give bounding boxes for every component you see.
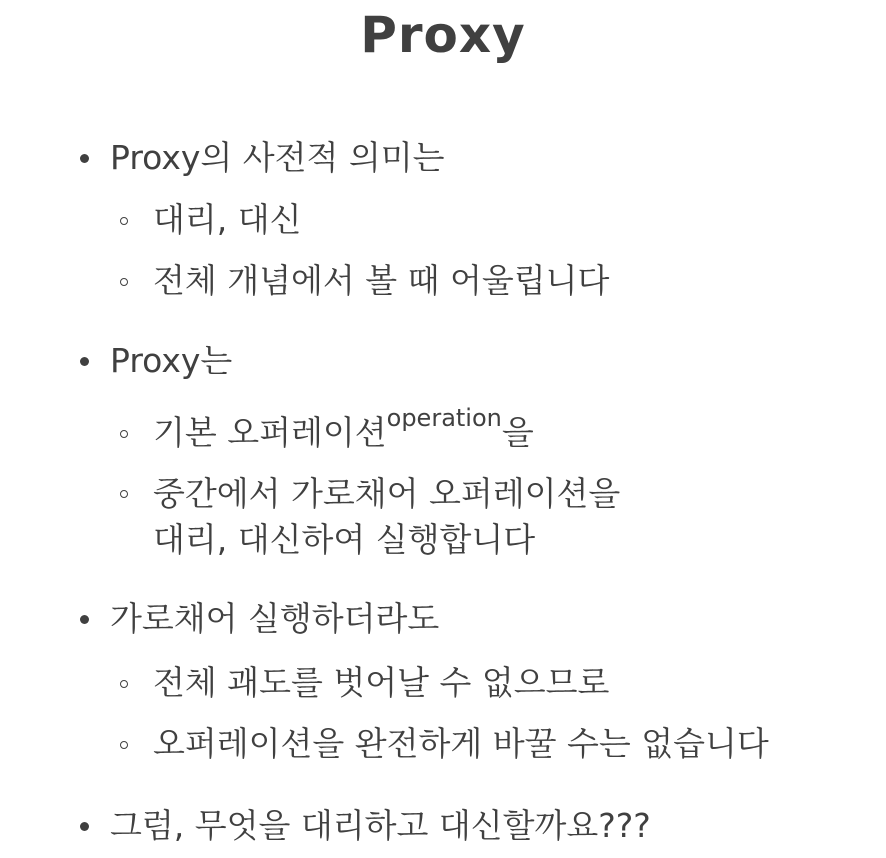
bullet-ring-icon [120,217,128,225]
bullet-dot-icon [80,822,89,831]
bullet-2-sub-1 [153,404,534,454]
bullet-ring-icon [120,278,128,286]
bullet-2-sub-2-line-1: 중간에서 가로채어 오퍼레이션을 [153,474,621,513]
bullet-3-sub-1: 전체 괘도를 벗어날 수 없으므로 [153,663,610,702]
bullet-2-sub-1-superscript: operation [386,404,502,432]
bullet-2-sub-1-suffix: 을 [501,413,534,452]
bullet-ring-icon [120,741,128,749]
bullet-dot-icon [80,154,89,163]
bullet-1-text: Proxy의 사전적 의미는 [110,138,445,177]
bullet-2-sub-2-line-2: 대리, 대신하여 실행합니다 [153,520,536,559]
bullet-4-text: 그럼, 무엇을 대리하고 대신할까요??? [110,806,651,845]
bullet-2-sub-1-main: 기본 오퍼레이션 [153,413,387,452]
bullet-ring-icon [120,490,128,498]
slide-title: Proxy [360,6,526,64]
bullet-1-sub-1: 대리, 대신 [153,200,302,239]
bullet-ring-icon [120,680,128,688]
bullet-dot-icon [80,357,89,366]
bullet-dot-icon [80,615,89,624]
bullet-3-text: 가로채어 실행하더라도 [110,599,440,638]
bullet-2-text: Proxy는 [110,341,233,380]
bullet-ring-icon [120,430,128,438]
bullet-3-sub-2: 오퍼레이션을 완전하게 바꿀 수는 없습니다 [153,724,769,763]
bullet-1-sub-2: 전체 개념에서 볼 때 어울립니다 [153,261,610,300]
